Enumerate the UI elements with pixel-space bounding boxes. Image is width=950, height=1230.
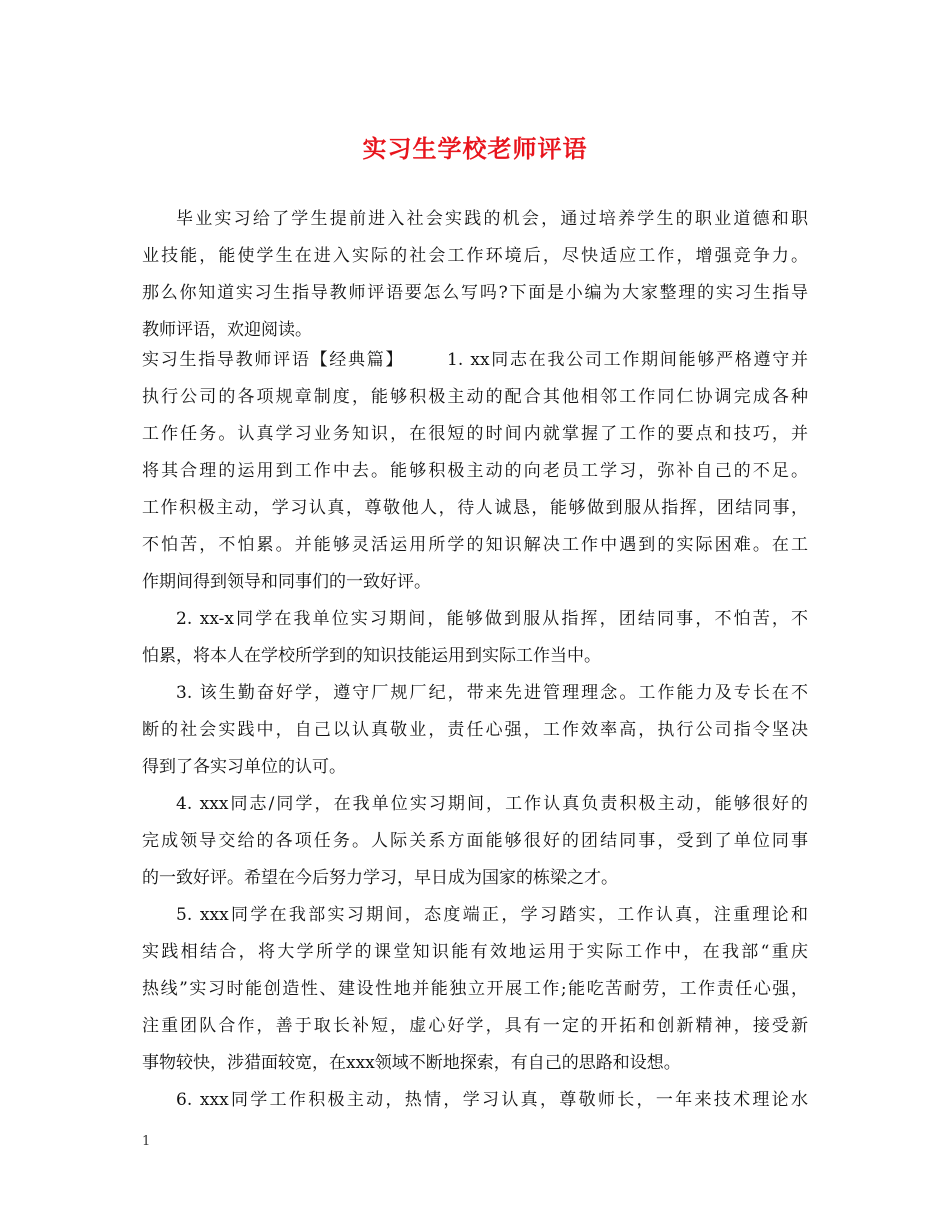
text-line: 得到了各实习单位的认可。 xyxy=(142,757,346,777)
document-body xyxy=(142,205,808,1123)
text-line: 热线”实习时能创造性、建设性地并能独立开展工作;能吃苦耐劳，工作责任心强， xyxy=(142,979,808,999)
text-line: 教师评语，欢迎阅读。 xyxy=(142,320,312,340)
text-line: 那么你知道实习生指导教师评语要怎么写吗?下面是小编为大家整理的实习生指导 xyxy=(142,283,808,303)
text-line: 执行公司的各项规章制度，能够积极主动的配合其他相邻工作同仁协调完成各种 xyxy=(142,387,808,407)
text-line: 不怕苦，不怕累。并能够灵活运用所学的知识解决工作中遇到的实际困难。在工 xyxy=(142,535,808,555)
text-line: 6. xxx同学工作积极主动，热情，学习认真，尊敬师长，一年来技术理论水 xyxy=(176,1090,808,1110)
text-line: 2. xx-x同学在我单位实习期间，能够做到服从指挥，团结同事，不怕苦，不 xyxy=(176,609,808,629)
text-line: 怕累，将本人在学校所学到的知识技能运用到实际工作当中。 xyxy=(142,646,601,666)
text-line: 断的社会实践中，自己以认真敬业，责任心强，工作效率高，执行公司指令坚决 xyxy=(142,720,808,740)
text-line: 的一致好评。希望在今后努力学习，早日成为国家的栋梁之才。 xyxy=(142,868,618,888)
text-line: 注重团队合作，善于取长补短，虚心好学，具有一定的开拓和创新精神，接受新 xyxy=(142,1016,808,1036)
text-line: 完成领导交给的各项任务。人际关系方面能够很好的团结同事，受到了单位同事 xyxy=(142,831,808,851)
text-line: 实践相结合，将大学所学的课堂知识能有效地运用于实际工作中，在我部“重庆 xyxy=(142,942,808,962)
text-line: 工作任务。认真学习业务知识，在很短的时间内就掌握了工作的要点和技巧，并 xyxy=(142,424,808,444)
text-line: 实习生指导教师评语【经典篇】 1. xx同志在我公司工作期间能够严格遵守并 xyxy=(142,350,808,370)
text-line: 作期间得到领导和同事们的一致好评。 xyxy=(142,572,431,592)
page-number: 1 xyxy=(142,1134,151,1149)
text-line: 工作积极主动，学习认真，尊敬他人，待人诚恳，能够做到服从指挥，团结同事， xyxy=(142,498,808,518)
text-line: 业技能，能使学生在进入实际的社会工作环境后，尽快适应工作，增强竞争力。 xyxy=(142,246,808,266)
text-line: 4. xxx同志/同学，在我单位实习期间，工作认真负责积极主动，能够很好的 xyxy=(176,794,808,814)
text-line: 5. xxx同学在我部实习期间，态度端正，学习踏实，工作认真，注重理论和 xyxy=(176,905,808,925)
text-line: 将其合理的运用到工作中去。能够积极主动的向老员工学习，弥补自己的不足。 xyxy=(142,461,808,481)
text-line: 事物较快，涉猎面较宽，在xxx领域不断地探索，有自己的思路和设想。 xyxy=(142,1053,681,1073)
text-line: 3. 该生勤奋好学，遵守厂规厂纪，带来先进管理理念。工作能力及专长在不 xyxy=(176,683,808,703)
text-line: 毕业实习给了学生提前进入社会实践的机会，通过培养学生的职业道德和职 xyxy=(176,209,808,229)
document-title: 实习生学校老师评语 xyxy=(362,134,588,163)
